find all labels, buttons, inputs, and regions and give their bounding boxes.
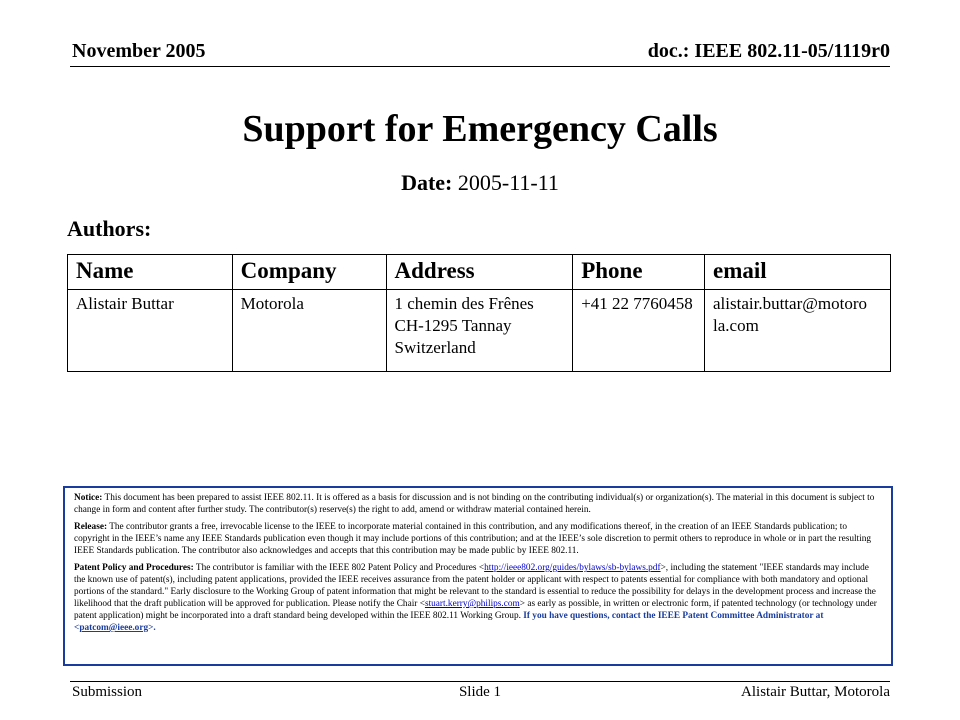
header-date: November 2005 (72, 40, 206, 62)
patent-label: Patent Policy and Procedures: (74, 563, 194, 573)
author-name: Alistair Buttar (68, 290, 233, 372)
email-line: alistair.buttar@motoro (713, 294, 868, 313)
release-label: Release: (74, 522, 108, 532)
patent-text-1: The contributor is familiar with the IEEE 802 Patent Policy and Procedures < (195, 563, 485, 573)
footer-author: Alistair Buttar, Motorola (741, 684, 890, 700)
author-address (386, 290, 573, 372)
notice-box (63, 486, 893, 666)
authors-table (67, 254, 891, 372)
chair-email-link[interactable]: stuart.kerry@philips.com (424, 599, 520, 609)
address-line: Switzerland (394, 338, 476, 357)
table-row (68, 290, 891, 372)
authors-heading: Authors: (67, 216, 152, 241)
slide-title: Support for Emergency Calls (242, 108, 718, 150)
release-text: The contributor grants a free, irrevocable license to the IEEE to incorporate material contained in this contribution, and any modifications thereof, in the creation of an IEEE Standards publication; to copyright in the IEEE’s name any IEEE Standards publication even though it may include portions of this contribution; and at the IEEE’s sole discretion to permit others to reproduce in whole or in part the resulting IEEE Standards publication. The contributor also acknowledges and accepts that this contribution may be made public by IEEE 802.11. (74, 522, 872, 556)
address-line: CH-1295 Tannay (394, 316, 512, 335)
patcom-email-link[interactable]: patcom@ieee.org (79, 623, 149, 633)
patent-text-2: >, including the statement "IEEE standards may include the known use of patent(s), including patent applications, provided the IEEE receives assurance from the patent holder or applicant with respect to patents essential for compliance with both mandatory and optional portions of the standard." Early disclosure to the Working Group of patent information that might be relevant to the standard is essential to reduce the possibility for delays in the development process and increase the likelihood that the draft publication will be approved for publication. Please notify the Chair < (74, 563, 876, 609)
email-line: la.com (713, 316, 759, 335)
header-divider (70, 66, 890, 67)
table-header-row (68, 255, 891, 290)
date-label: Date: (401, 170, 453, 195)
footer-submission: Submission (72, 684, 143, 700)
author-phone: +41 22 7760458 (573, 290, 705, 372)
patent-end: >. (148, 623, 156, 633)
bylaws-link[interactable]: http://ieee802.org/guides/bylaws/sb-bylaws.pdf (484, 563, 661, 573)
date-value: 2005-11-11 (457, 170, 559, 195)
patent-text-3: > as early as possible, in written or electronic form, if patented technology (or technology under patent application) might be incorporated into a draft standard being developed within the IEEE 802.11 Working Group. (74, 599, 877, 621)
patent-contact-text: If you have questions, contact the IEEE Patent Committee Administrator at < (74, 611, 824, 633)
column-header-company: Company (232, 255, 386, 290)
footer-slide-number: Slide 1 (458, 684, 502, 700)
release-paragraph (74, 521, 881, 557)
author-company: Motorola (232, 290, 386, 372)
patent-paragraph (74, 562, 881, 634)
footer-divider (70, 681, 890, 682)
column-header-phone: Phone (573, 255, 705, 290)
notice-label: Notice: (74, 493, 103, 503)
author-email (705, 290, 891, 372)
notice-text: This document has been prepared to assist IEEE 802.11. It is offered as a basis for discussion and is not binding on the contributing individual(s) or organization(s). The material in this document is subject to change in form and content after further study. The contributor(s) reserve(s) the right to add, amend or withdraw material contained herein. (74, 493, 875, 515)
column-header-email: email (705, 255, 891, 290)
address-line: 1 chemin des Frênes (394, 294, 534, 313)
header-doc-id: doc.: IEEE 802.11-05/1119r0 (647, 40, 890, 62)
date-line (0, 170, 960, 196)
column-header-address: Address (386, 255, 573, 290)
column-header-name: Name (68, 255, 233, 290)
notice-paragraph (74, 492, 881, 516)
